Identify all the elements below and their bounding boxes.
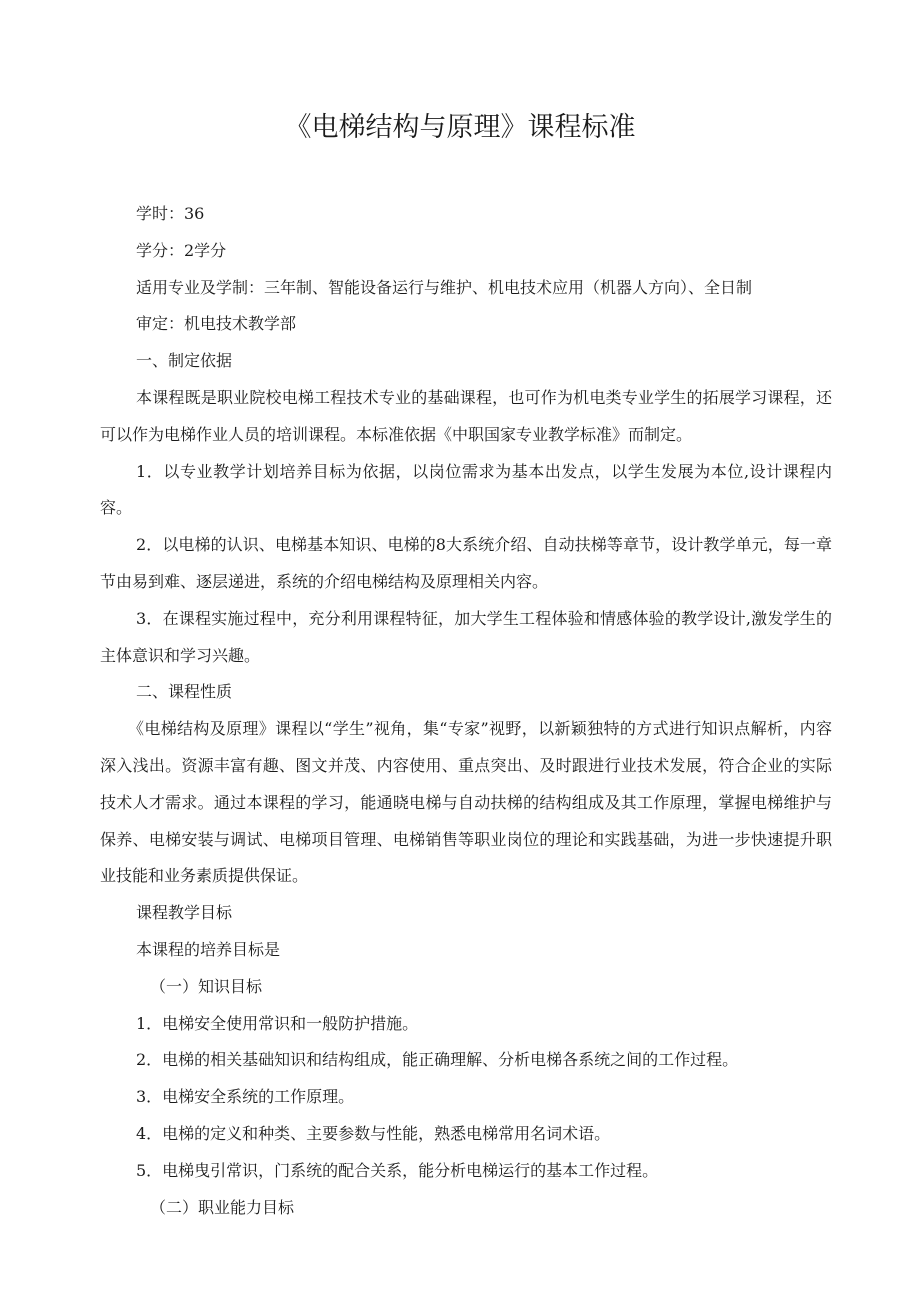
knowledge-goals-heading: （一）知识目标 (150, 976, 263, 996)
meta-hours: 学时：36 (136, 204, 205, 223)
section1-item: 3．在课程实施过程中，充分利用课程特征，加大学生工程体验和情感体验的教学设计,激发学生的主体意识和学习兴趣。 (100, 608, 832, 665)
document-title: 《电梯结构与原理》课程标准 (284, 112, 636, 143)
document-body (100, 196, 832, 1226)
meta-approval: 审定：机电技术教学部 (136, 314, 297, 334)
section2-body: 《电梯结构及原理》课程以“学生”视角，集“专家”视野，以新颖独特的方式进行知识点解析，内容深入浅出。资源丰富有趣、图文并茂、内容使用、重点突出、及时跟进行业技术发展，符合企业的实际技术人才需求。通过本课程的学习，能通晓电梯与自动扶梯的结构组成及其工作原理，掌握电梯维护与保养、电梯安装与调试、电梯项目管理、电梯销售等职业岗位的理论和实践基础，为进一步快速提升职业技能和业务素质提供保证。 (100, 719, 832, 886)
section3-heading: 课程教学目标 (136, 903, 233, 923)
meta-majors: 适用专业及学制：三年制、智能设备运行与维护、机电技术应用（机器人方向）、全日制 (136, 277, 753, 297)
section1-item: 2．以电梯的认识、电梯基本知识、电梯的8大系统介绍、自动扶梯等章节，设计教学单元，每一章节由易到难、逐层递进，系统的介绍电梯结构及原理相关内容。 (100, 535, 832, 591)
knowledge-goal-item: 1．电梯安全使用常识和一般防护措施。 (136, 1013, 419, 1033)
knowledge-goal-item: 4．电梯的定义和种类、主要参数与性能，熟悉电梯常用名词术语。 (136, 1123, 611, 1143)
ability-goals-heading: （二）职业能力目标 (150, 1197, 295, 1217)
section3-intro: 本课程的培养目标是 (136, 939, 281, 959)
knowledge-goal-item: 3．电梯安全系统的工作原理。 (136, 1087, 355, 1107)
knowledge-goal-item: 2．电梯的相关基础知识和结构组成，能正确理解、分析电梯各系统之间的工作过程。 (136, 1050, 739, 1070)
section2-heading: 二、课程性质 (136, 682, 233, 702)
section1-heading: 一、制定依据 (136, 351, 233, 371)
section1-intro: 本课程既是职业院校电梯工程技术专业的基础课程，也可作为机电类专业学生的拓展学习课程，还可以作为电梯作业人员的培训课程。本标准依据《中职国家专业教学标准》而制定。 (100, 387, 832, 444)
knowledge-goal-item: 5．电梯曳引常识，门系统的配合关系，能分析电梯运行的基本工作过程。 (136, 1160, 659, 1180)
section1-item: 1．以专业教学计划培养目标为依据，以岗位需求为基本出发点，以学生发展为本位,设计课程内容。 (100, 461, 832, 518)
meta-credits: 学分：2学分 (136, 240, 227, 260)
